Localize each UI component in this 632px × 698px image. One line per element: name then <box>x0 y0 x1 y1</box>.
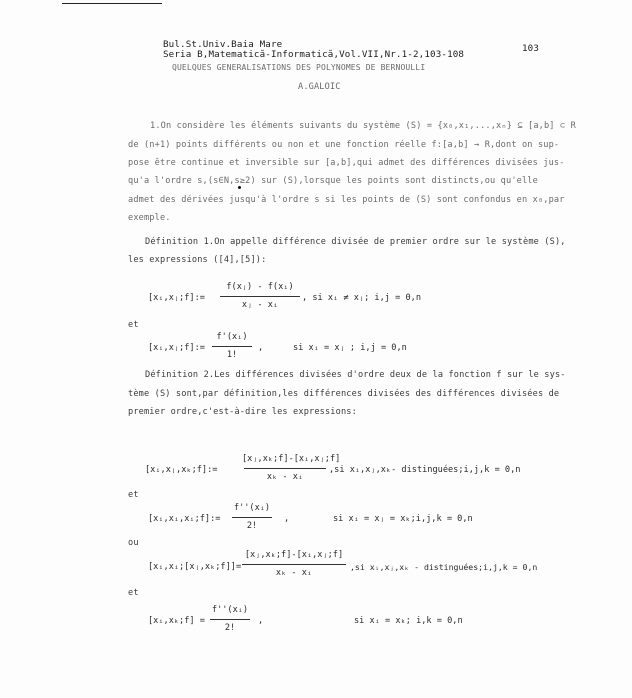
journal-line-2: Seria B,Matematică-Informatică,Vol.VII,Nr.1-2,103-108 <box>163 49 465 60</box>
top-rule <box>62 3 162 4</box>
formula-3-condition: ,si xᵢ,xⱼ,xₖ- distinguées;i,j,k = 0,n <box>329 465 521 475</box>
formula-4-condition: si xᵢ = xⱼ = xₖ;i,j,k = 0,n <box>333 514 473 524</box>
formula-3-denominator: xₖ - xᵢ <box>266 472 304 482</box>
formula-3-fraction-bar <box>244 468 326 469</box>
definition-2-line-1: Définition 2.Les différences divisées d'ordre deux de la fonction f sur le sys- <box>145 370 566 380</box>
paper-title: QUELQUES GENERALISATIONS DES POLYNOMES DE BERNOULLI <box>172 63 426 72</box>
formula-1-denominator: xⱼ - xᵢ <box>241 300 279 310</box>
formula-5-lhs: [xᵢ,xᵢ;[xⱼ,xₖ;f]]= <box>148 562 242 572</box>
formula-5-fraction-bar <box>242 564 346 565</box>
formula-2-comma: , <box>258 343 264 353</box>
definition-2-line-3: premier ordre,c'est-à-dire les expressions: <box>128 407 357 417</box>
page-number: 103 <box>522 43 540 54</box>
formula-4-numerator: f''(xᵢ) <box>233 503 271 513</box>
formula-6-lhs: [xᵢ,xₖ;f] = <box>148 616 205 626</box>
formula-5-denominator: xₖ - xᵢ <box>275 568 313 578</box>
formula-2-denominator: 1! <box>226 350 238 360</box>
formula-6-numerator: f''(xᵢ) <box>211 605 249 615</box>
formula-3-lhs: [xᵢ,xⱼ,xₖ;f]:= <box>145 465 218 475</box>
formula-1-condition: , si xᵢ ≠ xⱼ; i,j = 0,n <box>302 293 421 303</box>
definition-1-line-2: les expressions ([4],[5]): <box>128 255 267 265</box>
formula-2-fraction-bar <box>212 346 252 347</box>
intro-line-4: qu'a l'ordre s,(s∈N,s≥2) sur (S),lorsque les points sont distincts,ou qu'elle <box>128 176 538 186</box>
intro-line-5: admet des dérivées jusqu'à l'ordre s si les points de (S) sont confondus en x₀,par <box>128 195 565 205</box>
formula-2-numerator: f'(xᵢ) <box>216 332 248 342</box>
definition-2-line-2: tème (S) sont,par définition,les différences divisées des différences divisées de <box>128 389 560 399</box>
ink-dot <box>238 186 241 189</box>
intro-line-1: 1.On considère les éléments suivants du système (S) = {x₀,x₁,...,xₙ} ⊆ [a,b] ⊂ R <box>150 121 576 131</box>
formula-4-denominator: 2! <box>246 521 258 531</box>
connector-et-1: et <box>128 320 139 330</box>
formula-4-lhs: [xᵢ,xᵢ,xᵢ;f]:= <box>148 514 221 524</box>
intro-line-2: de (n+1) points différents ou non et une fonction réelle f:[a,b] → R,dont on sup- <box>128 140 560 150</box>
formula-2-condition: si xᵢ = xⱼ ; i,j = 0,n <box>293 343 407 353</box>
formula-1-fraction-bar <box>220 296 300 297</box>
formula-2-lhs: [xᵢ,xⱼ;f]:= <box>148 343 205 353</box>
formula-6-fraction-bar <box>210 619 250 620</box>
formula-1-numerator: f(xⱼ) - f(xᵢ) <box>226 282 294 292</box>
definition-1-line-1: Définition 1.On appelle différence divisée de premier ordre sur le système (S), <box>145 237 566 247</box>
formula-6-denominator: 2! <box>224 623 236 633</box>
author: A.GALOIC <box>298 82 341 92</box>
formula-5-numerator: [xⱼ,xₖ;f]-[xᵢ,xⱼ;f] <box>244 550 344 560</box>
formula-6-condition: si xᵢ = xₖ; i,k = 0,n <box>354 616 463 626</box>
intro-line-6: exemple. <box>128 213 171 223</box>
connector-et-2: et <box>128 490 139 500</box>
intro-line-3: pose être continue et inversible sur [a,b],qui admet des différences divisées jus- <box>128 158 565 168</box>
formula-1-lhs: [xᵢ,xⱼ;f]:= <box>148 293 205 303</box>
journal-line-1: Bul.St.Univ.Baia Mare <box>163 39 283 50</box>
connector-et-3: et <box>128 588 139 598</box>
formula-5-condition: ,si xᵢ,xⱼ,xₖ - distinguées;i,j,k = 0,n <box>350 562 538 572</box>
formula-6-comma: , <box>258 616 264 626</box>
formula-4-fraction-bar <box>232 517 272 518</box>
formula-3-numerator: [xⱼ,xₖ;f]-[xᵢ,xⱼ;f] <box>242 454 341 464</box>
formula-4-comma: , <box>284 514 290 524</box>
connector-ou: ou <box>128 538 139 548</box>
